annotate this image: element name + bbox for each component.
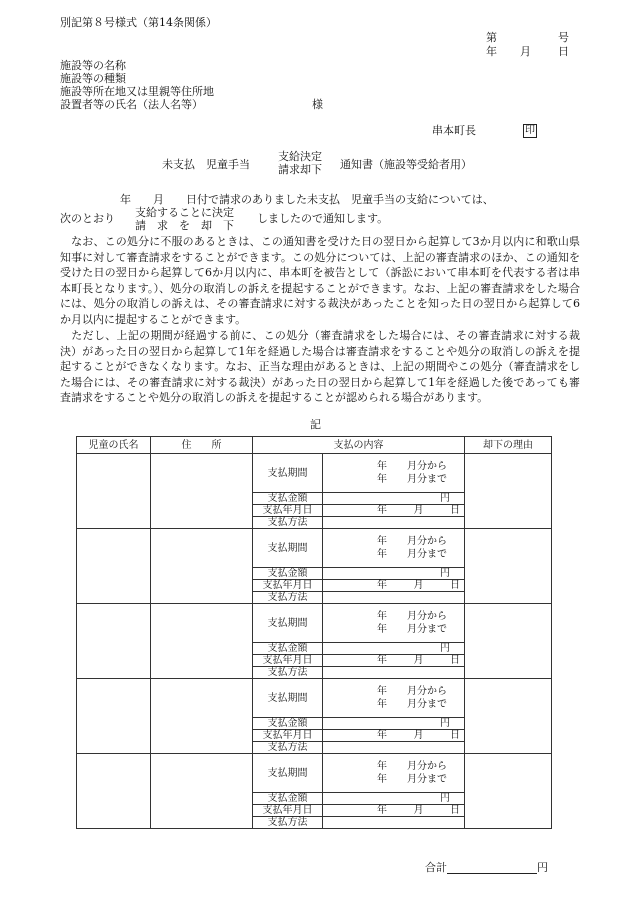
pay-date-label: 支払年月日 bbox=[253, 505, 323, 517]
pay-date-value[interactable] bbox=[323, 505, 465, 517]
table-row bbox=[77, 754, 552, 793]
pay-date-year: 年 bbox=[377, 805, 387, 816]
date-year: 年 bbox=[486, 45, 497, 58]
period-label: 支払期間 bbox=[253, 679, 323, 718]
body-line2-lead: 次のとおり bbox=[60, 212, 115, 225]
payment-table bbox=[76, 436, 552, 829]
child-name-cell[interactable] bbox=[77, 679, 151, 754]
table-header-row bbox=[77, 437, 552, 454]
period-label: 支払期間 bbox=[253, 454, 323, 493]
amount-label: 支払金額 bbox=[253, 718, 323, 730]
table-row bbox=[77, 604, 552, 643]
amount-value[interactable]: 円 bbox=[323, 643, 465, 655]
period-value[interactable] bbox=[323, 754, 465, 793]
reason-cell[interactable] bbox=[465, 529, 552, 604]
ki-heading: 記 bbox=[310, 418, 321, 431]
date-month: 月 bbox=[520, 45, 531, 58]
table-row bbox=[77, 454, 552, 493]
amount-value[interactable]: 円 bbox=[323, 793, 465, 805]
child-name-cell[interactable] bbox=[77, 529, 151, 604]
address-cell[interactable] bbox=[151, 529, 253, 604]
address-cell[interactable] bbox=[151, 754, 253, 829]
number-label: 第 bbox=[486, 31, 497, 44]
period-from: 年 月分から bbox=[377, 686, 447, 697]
method-label: 支払方法 bbox=[253, 592, 323, 604]
choice-reject: 請 求 を 却 下 bbox=[135, 219, 234, 232]
title-option-top: 支給決定 bbox=[278, 150, 322, 163]
seal-mark: 印 bbox=[525, 125, 535, 136]
period-from: 年 月分から bbox=[377, 611, 447, 622]
number-suffix: 号 bbox=[558, 31, 569, 44]
period-label: 支払期間 bbox=[253, 754, 323, 793]
pay-date-month: 月 bbox=[413, 655, 424, 666]
body-choices bbox=[135, 206, 234, 232]
period-to: 年 月分まで bbox=[377, 624, 447, 635]
facility-type-label: 施設等の種類 bbox=[60, 72, 126, 85]
title-option-bottom: 請求却下 bbox=[278, 163, 322, 176]
header-content: 支払の内容 bbox=[253, 437, 465, 454]
method-value[interactable] bbox=[323, 742, 465, 754]
pay-date-month: 月 bbox=[413, 730, 424, 741]
period-value[interactable] bbox=[323, 604, 465, 643]
body-line2-tail: しましたので通知します。 bbox=[257, 212, 389, 225]
founder-name-label: 設置者等の氏名（法人名等） bbox=[60, 98, 203, 111]
amount-label: 支払金額 bbox=[253, 493, 323, 505]
reason-cell[interactable] bbox=[465, 454, 552, 529]
title-options bbox=[278, 150, 322, 176]
period-value[interactable] bbox=[323, 529, 465, 568]
method-value[interactable] bbox=[323, 517, 465, 529]
amount-value[interactable]: 円 bbox=[323, 493, 465, 505]
pay-date-label: 支払年月日 bbox=[253, 730, 323, 742]
pay-date-label: 支払年月日 bbox=[253, 655, 323, 667]
period-from: 年 月分から bbox=[377, 761, 447, 772]
period-to: 年 月分まで bbox=[377, 699, 447, 710]
method-value[interactable] bbox=[323, 817, 465, 829]
table-row bbox=[77, 529, 552, 568]
facility-address-label: 施設等所在地又は里親等住所地 bbox=[60, 85, 214, 98]
amount-value[interactable]: 円 bbox=[323, 718, 465, 730]
pay-date-value[interactable] bbox=[323, 730, 465, 742]
reason-cell[interactable] bbox=[465, 679, 552, 754]
period-to: 年 月分まで bbox=[377, 474, 447, 485]
pay-date-label: 支払年月日 bbox=[253, 580, 323, 592]
address-cell[interactable] bbox=[151, 679, 253, 754]
total-label: 合計 bbox=[425, 861, 447, 874]
amount-label: 支払金額 bbox=[253, 643, 323, 655]
total-row bbox=[425, 861, 548, 874]
amount-value[interactable]: 円 bbox=[323, 568, 465, 580]
pay-date-year: 年 bbox=[377, 730, 387, 741]
title-part2: 通知書（施設等受給者用） bbox=[340, 158, 472, 171]
method-label: 支払方法 bbox=[253, 817, 323, 829]
child-name-cell[interactable] bbox=[77, 604, 151, 679]
method-label: 支払方法 bbox=[253, 667, 323, 679]
pay-date-year: 年 bbox=[377, 580, 387, 591]
total-line bbox=[447, 861, 537, 874]
pay-date-day: 日 bbox=[450, 805, 460, 816]
address-cell[interactable] bbox=[151, 604, 253, 679]
method-value[interactable] bbox=[323, 592, 465, 604]
pay-date-value[interactable] bbox=[323, 805, 465, 817]
method-label: 支払方法 bbox=[253, 517, 323, 529]
period-to: 年 月分まで bbox=[377, 549, 447, 560]
pay-date-month: 月 bbox=[413, 805, 424, 816]
header-address: 住 所 bbox=[151, 437, 253, 454]
amount-label: 支払金額 bbox=[253, 793, 323, 805]
header-child-name: 児童の氏名 bbox=[77, 437, 151, 454]
facility-name-label: 施設等の名称 bbox=[60, 59, 126, 72]
period-value[interactable] bbox=[323, 679, 465, 718]
period-value[interactable] bbox=[323, 454, 465, 493]
method-value[interactable] bbox=[323, 667, 465, 679]
period-label: 支払期間 bbox=[253, 604, 323, 643]
honorific: 様 bbox=[312, 98, 323, 111]
pay-date-year: 年 bbox=[377, 505, 387, 516]
pay-date-day: 日 bbox=[450, 505, 460, 516]
title-part1: 未支払 児童手当 bbox=[162, 158, 250, 171]
reason-cell[interactable] bbox=[465, 754, 552, 829]
pay-date-month: 月 bbox=[413, 505, 424, 516]
pay-date-label: 支払年月日 bbox=[253, 805, 323, 817]
form-id: 別記第８号様式（第14条関係） bbox=[60, 16, 217, 29]
child-name-cell[interactable] bbox=[77, 454, 151, 529]
issuer-title: 串本町長 bbox=[432, 124, 476, 137]
method-label: 支払方法 bbox=[253, 742, 323, 754]
body-line1: 年 月 日付で請求のありました未支払 児童手当の支給については、 bbox=[120, 193, 494, 206]
pay-date-month: 月 bbox=[413, 580, 424, 591]
appeal-paragraph-2: ただし、上記の期間が経過する前に、この処分（審査請求をした場合には、その審査請求に対する裁決）があった日の翌日から起算して1年を経過した場合は審査請求をすることや処分の取消しの訴えを提起することができなくなります。なお、正当な理由があるときは、上記の期間やこの処分（審査請求をした場合には、その審査請求に対する裁決）があった日の翌日から起算して1年を経過した後であっても審査請求をすることや処分の取消しの訴えを提起することが認められる場合があります。 bbox=[60, 329, 580, 404]
period-to: 年 月分まで bbox=[377, 774, 447, 785]
choice-approve: 支給することに決定 bbox=[135, 206, 234, 219]
table-row bbox=[77, 679, 552, 718]
pay-date-day: 日 bbox=[450, 730, 460, 741]
pay-date-value[interactable] bbox=[323, 580, 465, 592]
address-cell[interactable] bbox=[151, 454, 253, 529]
period-from: 年 月分から bbox=[377, 461, 447, 472]
pay-date-day: 日 bbox=[450, 655, 460, 666]
pay-date-day: 日 bbox=[450, 580, 460, 591]
child-name-cell[interactable] bbox=[77, 754, 151, 829]
pay-date-value[interactable] bbox=[323, 655, 465, 667]
total-yen: 円 bbox=[537, 861, 548, 874]
date-day: 日 bbox=[558, 45, 569, 58]
header-reason: 却下の理由 bbox=[465, 437, 552, 454]
amount-label: 支払金額 bbox=[253, 568, 323, 580]
period-label: 支払期間 bbox=[253, 529, 323, 568]
pay-date-year: 年 bbox=[377, 655, 387, 666]
reason-cell[interactable] bbox=[465, 604, 552, 679]
appeal-paragraph-1: なお、この処分に不服のあるときは、この通知書を受けた日の翌日から起算して3か月以内に和歌山県知事に対して審査請求をすることができます。この処分については、上記の審査請求のほか、この通知を受けた日の翌日から起算して6か月以内に、串本町を被告として（訴訟において串本町を代表する者は串本町長となります。）、処分の取消しの訴えを提起することができます。なお、上記の審査請求をした場合には、処分の取消しの訴えは、その審査請求に対する裁決があったことを知った日の翌日から起算して6か月以内に提起することができます。 bbox=[60, 235, 580, 326]
period-from: 年 月分から bbox=[377, 536, 447, 547]
